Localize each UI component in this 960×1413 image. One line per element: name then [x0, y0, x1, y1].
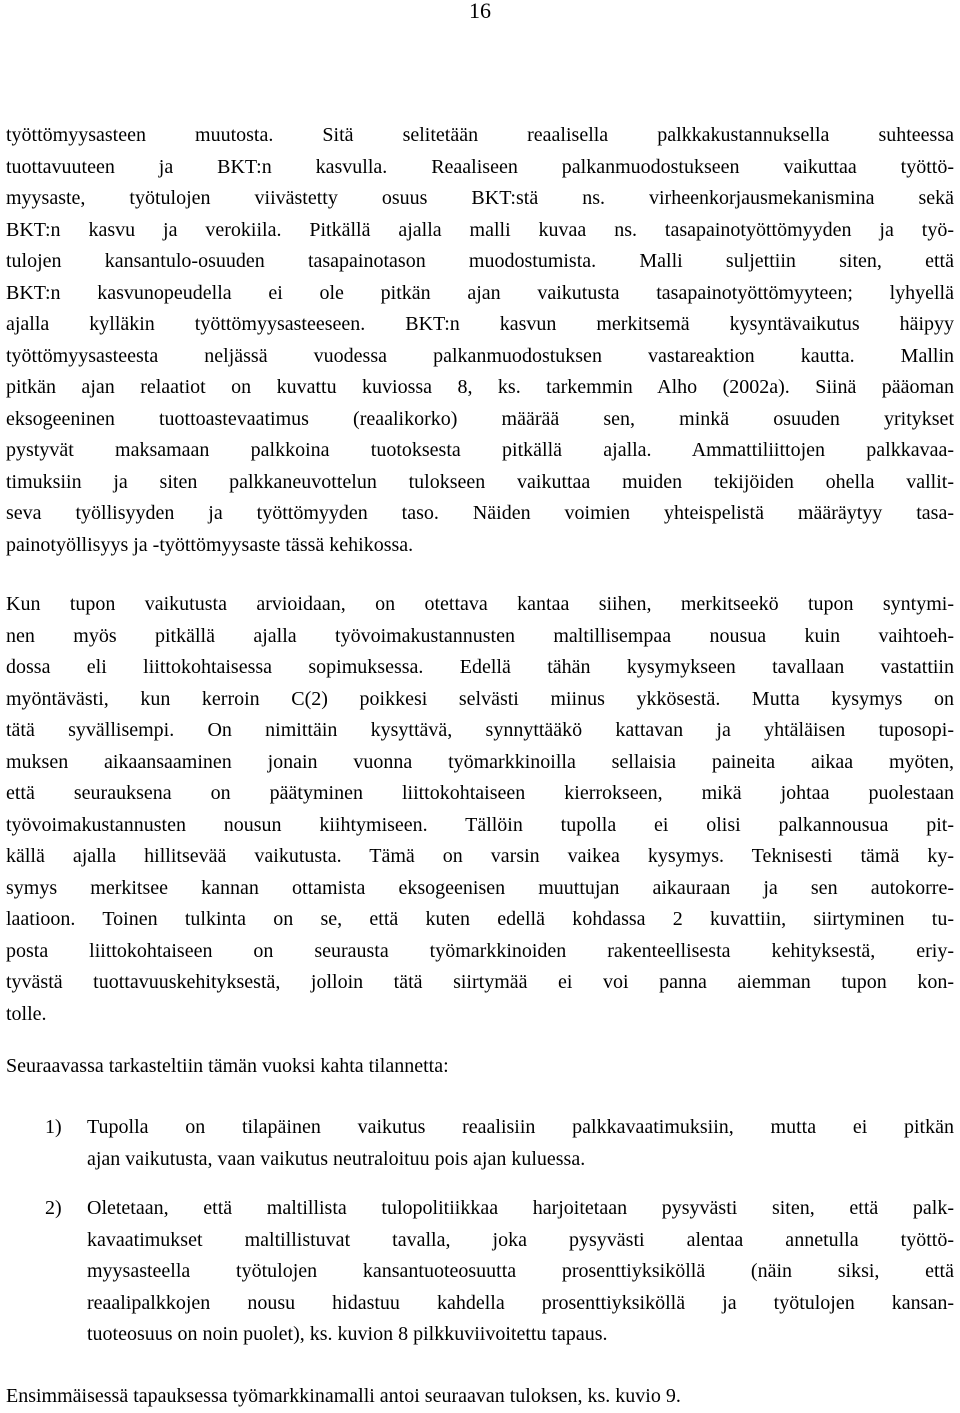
text-line: tuottavuuteen ja BKT:n kasvulla. Reaaliseen palkanmuodostukseen vaikuttaa työttö-: [6, 155, 954, 178]
text-line: Tupolla on tilapäinen vaikutus reaalisiin palkkavaatimuksiin, mutta ei pitkän: [87, 1116, 954, 1138]
text-line: työttömyysasteesta neljässä vuodessa palkanmuodostuksen vastareaktion kautta. Mallin: [6, 344, 954, 367]
text-line: myysasteella työtulojen kansantuoteosuutta prosenttiyksiköllä (näin siksi, että: [87, 1260, 954, 1282]
list-item-text: [87, 1193, 954, 1351]
text-line: ajan vaikutusta, vaan vaikutus neutraloituu pois ajan kuluessa.: [87, 1147, 586, 1170]
text-line: kavaatimukset maltillistuvat tavalla, joka pysyvästi alentaa annetulla työttö-: [87, 1228, 954, 1251]
text-line: tuoteosuus on noin puolet), ks. kuvion 8 pilkkuviivoitettu tapaus.: [87, 1323, 608, 1345]
text-line: Seuraavassa tarkasteltiin tämän vuoksi kahta tilannetta:: [6, 1055, 449, 1077]
text-line: tätä syvällisempi. On nimittäin kysyttävä, synnyttääkö kattavan ja yhtäläisen tuposopi-: [6, 719, 954, 741]
text-line: myöntävästi, kun kerroin C(2) poikkesi selvästi miinus ykkösestä. Mutta kysymys on: [6, 687, 954, 710]
text-line: tolle.: [6, 1002, 47, 1025]
text-line: että seurauksena on päätyminen liittokohtaiseen kierrokseen, mikä johtaa puolestaan: [6, 782, 954, 804]
list-item-number: 2): [45, 1197, 62, 1219]
paragraph-2: [6, 589, 954, 1030]
list-item-text: [87, 1112, 954, 1175]
text-line: eksogeeninen tuottoastevaatimus (reaalikorko) määrää sen, minkä osuuden yritykset: [6, 407, 954, 430]
text-line: Oletetaan, että maltillista tulopolitiikkaa harjoitetaan pysyvästi siten, että palk-: [87, 1197, 954, 1219]
text-line: timuksiin ja siten palkkaneuvottelun tulokseen vaikuttaa muiden tekijöiden ohella vallit-: [6, 470, 954, 493]
text-line: dossa eli liittokohtaisessa sopimuksessa. Edellä tähän kysymykseen tavallaan vastattiin: [6, 656, 954, 678]
paragraph-1: [6, 120, 954, 561]
text-line: seva työllisyyden ja työttömyyden taso. Näiden voimien yhteispelistä määräytyy tasa-: [6, 502, 954, 524]
text-line: työttömyysasteen muutosta. Sitä selitetään reaalisella palkkakustannuksella suhteessa: [6, 124, 954, 146]
text-line: tulojen kansantulo-osuuden tasapainotason muodostumista. Malli suljettiin siten, että: [6, 250, 954, 272]
list-item-number: 1): [45, 1116, 62, 1138]
text-line: BKT:n kasvu ja verokiila. Pitkällä ajalla malli kuvaa ns. tasapainotyöttömyyden ja työ-: [6, 218, 954, 241]
text-line: tyvästä tuottavuuskehityksestä, jolloin tätä siirtymää ei voi panna aiemman tupon kon-: [6, 971, 954, 993]
paragraph-3: [6, 1051, 954, 1083]
text-line: Ensimmäisessä tapauksessa työmarkkinamalli antoi seuraavan tuloksen, ks. kuvio 9.: [6, 1385, 681, 1407]
text-line: pystyvät maksamaan palkkoina tuotoksesta pitkällä ajalla. Ammattiliittojen palkkavaa-: [6, 439, 954, 461]
text-line: ajalla kylläkin työttömyysasteeseen. BKT:n kasvun merkitsemä kysyntävaikutus häipyy: [6, 313, 954, 335]
text-line: painotyöllisyys ja -työttömyysaste tässä kehikossa.: [6, 533, 414, 556]
text-line: muksen aikaansaaminen jonain vuonna työmarkkinoilla sellaisia paineita aikaa myöten,: [6, 750, 954, 773]
text-line: työvoimakustannusten nousun kiihtymiseen. Tällöin tupolla ei olisi palkannousua pit-: [6, 813, 954, 836]
text-line: reaalipalkkojen nousu hidastuu kahdella prosenttiyksiköllä ja työtulojen kansan-: [87, 1291, 954, 1314]
text-line: BKT:n kasvunopeudella ei ole pitkän ajan vaikutusta tasapainotyöttömyyteen; lyhyellä: [6, 281, 954, 304]
paragraph-4: [6, 1381, 954, 1413]
text-line: myysaste, työtulojen viivästetty osuus BKT:stä ns. virheenkorjausmekanismina sekä: [6, 187, 954, 209]
page-number: 16: [469, 0, 491, 23]
text-line: symys merkitsee kannan ottamista eksogeenisen muuttujan aikauraan ja sen autokorre-: [6, 876, 954, 899]
text-line: posta liittokohtaiseen on seurausta työmarkkinoiden rakenteellisesta kehityksestä, eriy-: [6, 939, 954, 962]
text-line: pitkän ajan relaatiot on kuvattu kuviossa 8, ks. tarkemmin Alho (2002a). Siinä pääoman: [6, 376, 954, 398]
text-line: källä ajalla hillitsevää vaikutusta. Tämä on varsin vaikea kysymys. Teknisesti tämä ky-: [6, 845, 954, 867]
text-line: Kun tupon vaikutusta arvioidaan, on otettava kantaa siihen, merkitseekö tupon syntymi-: [6, 593, 954, 615]
text-line: nen myös pitkällä ajalla työvoimakustannusten maltillisempaa nousua kuin vaihtoeh-: [6, 624, 954, 647]
text-line: laatioon. Toinen tulkinta on se, että kuten edellä kohdassa 2 kuvattiin, siirtyminen tu-: [6, 908, 954, 930]
